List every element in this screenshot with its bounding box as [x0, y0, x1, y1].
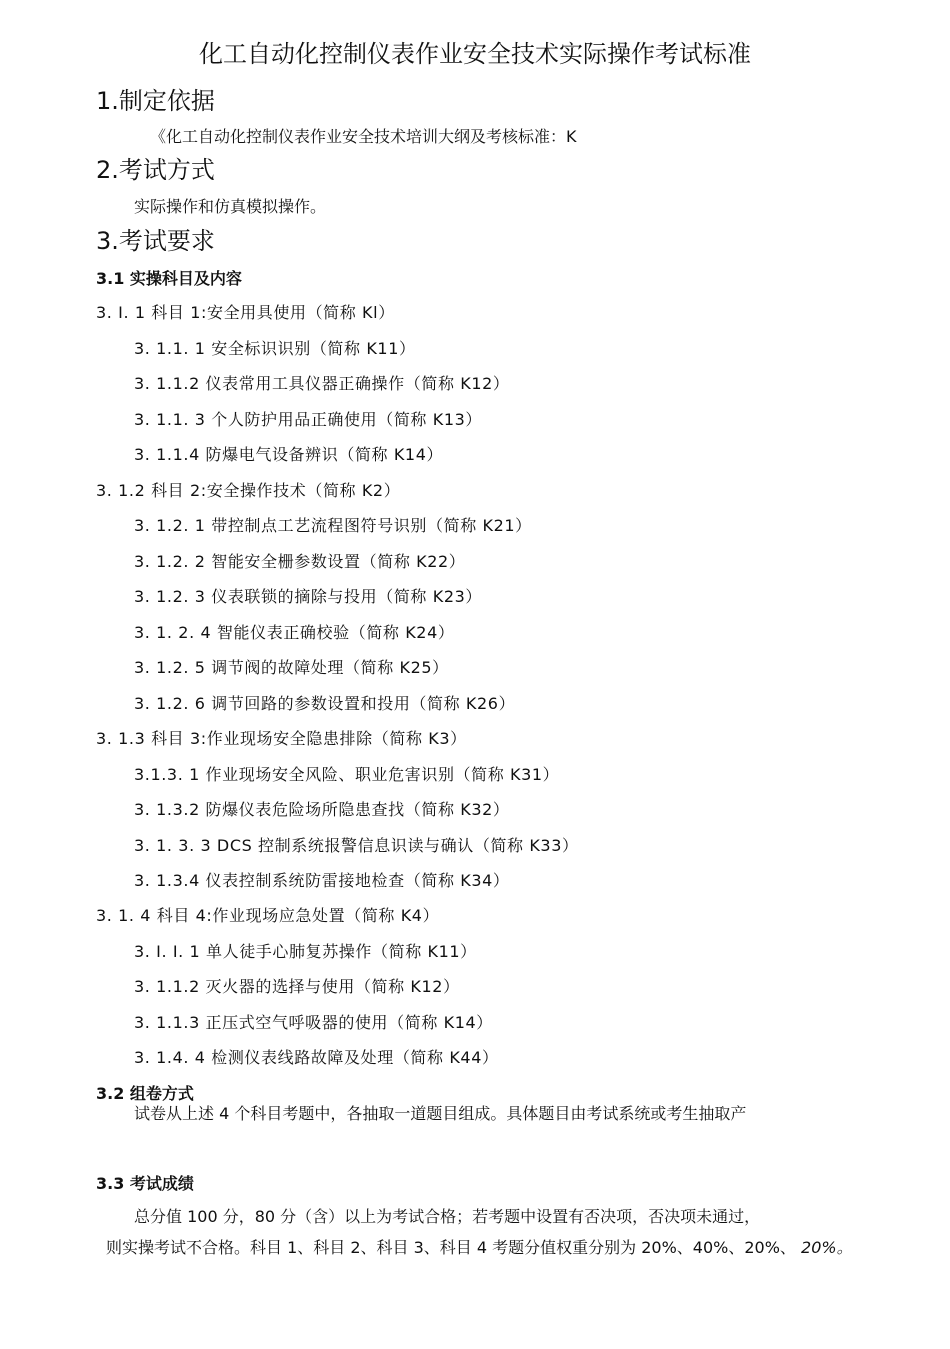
subject-4-heading: 3. 1. 4 科目 4:作业现场应急处置（简称 K4）: [96, 906, 440, 925]
section-1-text: 《化工自动化控制仪表作业安全技术培训大纲及考核标准：K: [150, 127, 577, 146]
section-3-1-heading: 3.1 实操科目及内容: [96, 269, 242, 288]
document-title: 化工自动化控制仪表作业安全技术实际操作考试标准: [199, 40, 751, 68]
section-1-heading: 1.制定依据: [96, 87, 215, 115]
list-item: 3. 1.2. 1 带控制点工艺流程图符号识别（简称 K21）: [134, 516, 532, 535]
list-item: 3. I. I. 1 单人徒手心肺复苏操作（简称 K11）: [134, 942, 477, 961]
list-item: 3. 1.2. 6 调节回路的参数设置和投用（简称 K26）: [134, 694, 516, 713]
list-item: 3. 1.2. 3 仪表联锁的摘除与投用（简称 K23）: [134, 587, 482, 606]
list-item: 3. 1.2. 5 调节阀的故障处理（简称 K25）: [134, 658, 449, 677]
section-3-heading: 3.考试要求: [96, 227, 215, 255]
list-item: 3. 1.3.4 仪表控制系统防雷接地检查（简称 K34）: [134, 871, 510, 890]
list-item: 3. 1.1. 3 个人防护用品正确使用（简称 K13）: [134, 410, 482, 429]
list-item: 3. 1.1.4 防爆电气设备辨识（简称 K14）: [134, 445, 444, 464]
list-item: 3. 1.1.2 灭火器的选择与使用（简称 K12）: [134, 977, 460, 996]
list-item: 3. 1.4. 4 检测仪表线路故障及处理（简称 K44）: [134, 1048, 499, 1067]
list-item: 3.1.3. 1 作业现场安全风险、职业危害识别（简称 K31）: [134, 765, 560, 784]
section-3-2-heading: 3.2 组卷方式: [96, 1084, 194, 1103]
subject-2-heading: 3. 1.2 科目 2:安全操作技术（简称 K2）: [96, 481, 401, 500]
subject-1-heading: 3. I. 1 科目 1:安全用具使用（简称 Kl）: [96, 303, 395, 322]
section-3-3-heading: 3.3 考试成绩: [96, 1174, 194, 1193]
section-2-heading: 2.考试方式: [96, 156, 215, 184]
list-item: 3. 1.1. 1 安全标识识别（简称 K11）: [134, 339, 416, 358]
section-3-3-line-1: 总分值 100 分，80 分（含）以上为考试合格；若考题中设置有否决项，否决项未通过，: [134, 1207, 761, 1226]
list-item: 3. 1.2. 2 智能安全栅参数设置（简称 K22）: [134, 552, 466, 571]
section-3-3-line-2-text: 则实操考试不合格。科目 1、科目 2、科目 3、科目 4 考题分值权重分别为 20%、40%、20%、: [106, 1238, 796, 1257]
section-3-2-text: 试卷从上述 4 个科目考题中，各抽取一道题目组成。具体题目由考试系统或考生抽取产: [134, 1104, 747, 1123]
list-item: 3. 1. 2. 4 智能仪表正确校验（简称 K24）: [134, 623, 455, 642]
list-item: 3. 1.3.2 防爆仪表危险场所隐患查找（简称 K32）: [134, 800, 510, 819]
section-3-3-line-2-end: 20%。: [801, 1238, 853, 1257]
list-item: 3. 1. 3. 3 DCS 控制系统报警信息识读与确认（简称 K33）: [134, 836, 579, 855]
list-item: 3. 1.1.2 仪表常用工具仪器正确操作（简称 K12）: [134, 374, 510, 393]
section-3-3-line-2: [106, 1240, 853, 1256]
list-item: 3. 1.1.3 正压式空气呼吸器的使用（简称 K14）: [134, 1013, 493, 1032]
subject-3-heading: 3. 1.3 科目 3:作业现场安全隐患排除（简称 K3）: [96, 729, 467, 748]
section-2-text: 实际操作和仿真模拟操作。: [134, 197, 327, 216]
